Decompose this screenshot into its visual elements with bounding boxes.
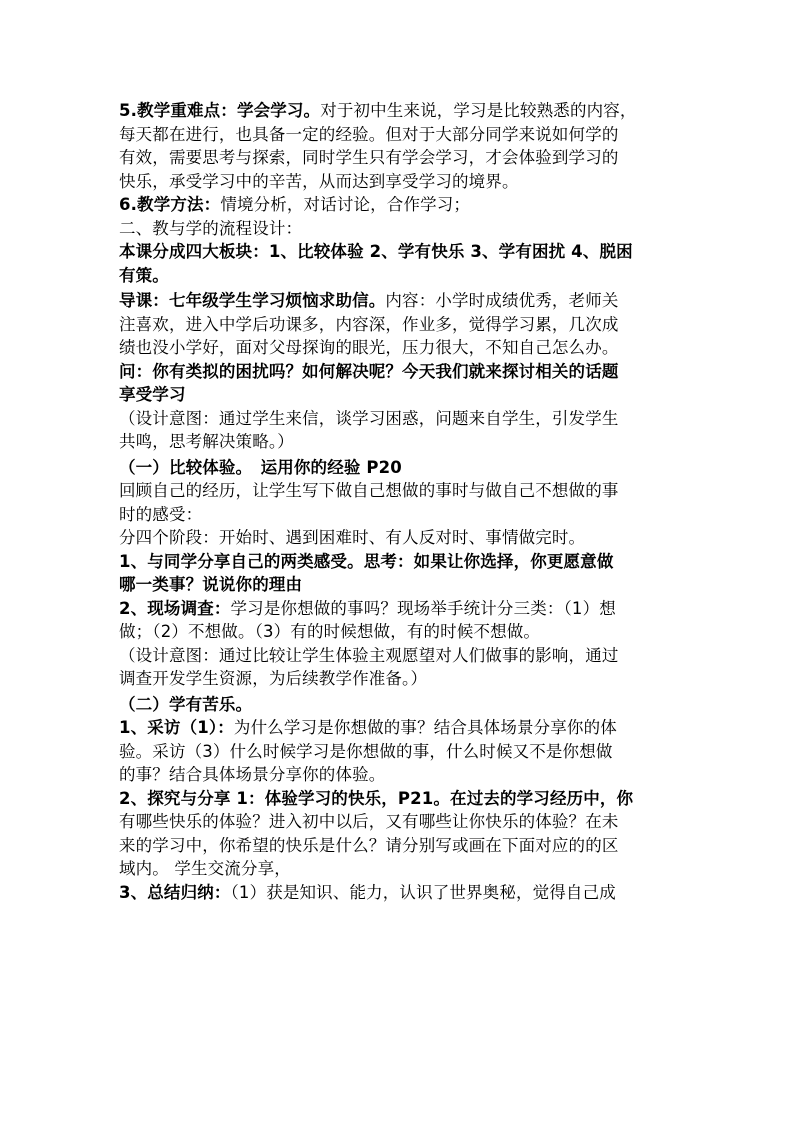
part1-q2-1 [119,597,679,621]
part1-q2-2: 做；（2）不想做。（3）有的时候想做，有的时候不想做。 [119,622,541,641]
section-two-title: 二、教与学的流程设计： [119,218,303,238]
section6-label: 6.教学方法： [119,195,221,214]
part2-interview-1 [119,716,679,740]
part1-recall-1: 回顾自己的经历，让学生写下做自己想做的事时与做自己不想做的事 [119,481,619,500]
intro-line-3: 绩也没小学好，面对父母探询的眼光，压力很大，不知自己怎么办。 [119,338,619,357]
part1-q1-2: 哪一类事？说说你的理由 [119,575,303,594]
part2-interview-text: 为什么学习是你想做的事？结合具体场景分享你的体 [233,718,617,737]
modules-line-2: 有策。 [119,265,169,285]
intro-label: 导课：七年级学生学习烦恼求助信。 [119,291,386,310]
part1-q1-1: 1、与同学分享自己的两类感受。思考：如果让你选择，你更愿意做 [119,551,614,571]
intro-design-1: （设计意图：通过学生来信，谈学习困惑，问题来自学生，引发学生 [119,408,619,428]
part2-interview-3: 的事？结合具体场景分享你的体验。 [119,765,386,784]
part2-summary [119,881,679,905]
part1-heading: （一）比较体验。 运用你的经验 P20 [119,457,402,477]
section6-text: 情境分析，对话讨论，合作学习； [220,195,471,214]
section6-line [119,193,679,217]
part2-explore-4: 域内。 学生交流分享， [119,859,291,878]
part2-summary-label: 3、总结归纳： [119,882,231,902]
part2-summary-text: （1）获是知识、能力，认识了世界奥秘，觉得自己成 [230,882,616,902]
section5-line-2: 每天都在进行，也具备一定的经验。但对于大部分同学来说如何学的 [119,124,619,144]
intro-line-1 [119,289,679,313]
part2-interview-2: 验。采访（3）什么时候学习是你想做的事，什么时候又不是你想做 [119,741,613,761]
modules-line-1: 本课分成四大板块：1、比较体验 2、学有快乐 3、学有困扰 4、脱困 [119,242,633,261]
part2-heading: （二）学有苦乐。 [119,694,253,714]
intro-text: 内容：小学时成绩优秀，老师关 [385,291,619,310]
part1-q2-label: 2、现场调查： [119,598,231,618]
part1-design-2: 调查开发学生资源，为后续教学作准备。） [119,669,428,688]
intro-line-2: 注喜欢，进入中学后功课多，内容深，作业多，觉得学习累，几次成 [119,314,619,334]
intro-question-1: 问：你有类拟的困扰吗？如何解决呢？今天我们就来探讨相关的话题 [119,361,619,381]
part2-explore-1: 2、探究与分享 1：体验学习的快乐，P21。在过去的学习经历中，你 [119,788,634,808]
section5-line-4: 快乐，承受学习中的辛苦，从而达到享受学习的境界。 [119,171,519,191]
part2-explore-2: 有哪些快乐的体验？进入初中以后，又有哪些让你快乐的体验？在未 [119,812,619,831]
section5-text: 对于初中生来说，学习是比较熟悉的内容， [320,101,637,120]
intro-design-2: 共鸣，思考解决策略。） [119,432,294,451]
section5-line-1 [119,99,679,123]
part1-stages: 分四个阶段：开始时、遇到困难时、有人反对时、事情做完时。 [119,528,586,547]
section5-label: 5.教学重难点：学会学习。 [119,101,321,120]
part1-design-1: （设计意图：通过比较让学生体验主观愿望对人们做事的影响，通过 [119,645,619,665]
document-page [119,99,679,904]
part1-q2-text: 学习是你想做的事吗？现场举手统计分三类：（1）想 [230,598,616,618]
part2-explore-3: 来的学习中，你希望的快乐是什么？请分别写或画在下面对应的的区 [119,835,619,855]
part2-interview-label: 1、采访（1）： [119,718,234,737]
section5-line-3: 有效，需要思考与探索，同时学生只有学会学习，才会体验到学习的 [119,148,619,167]
intro-question-2: 享受学习 [119,385,186,404]
part1-recall-2: 时的感受： [119,504,203,524]
